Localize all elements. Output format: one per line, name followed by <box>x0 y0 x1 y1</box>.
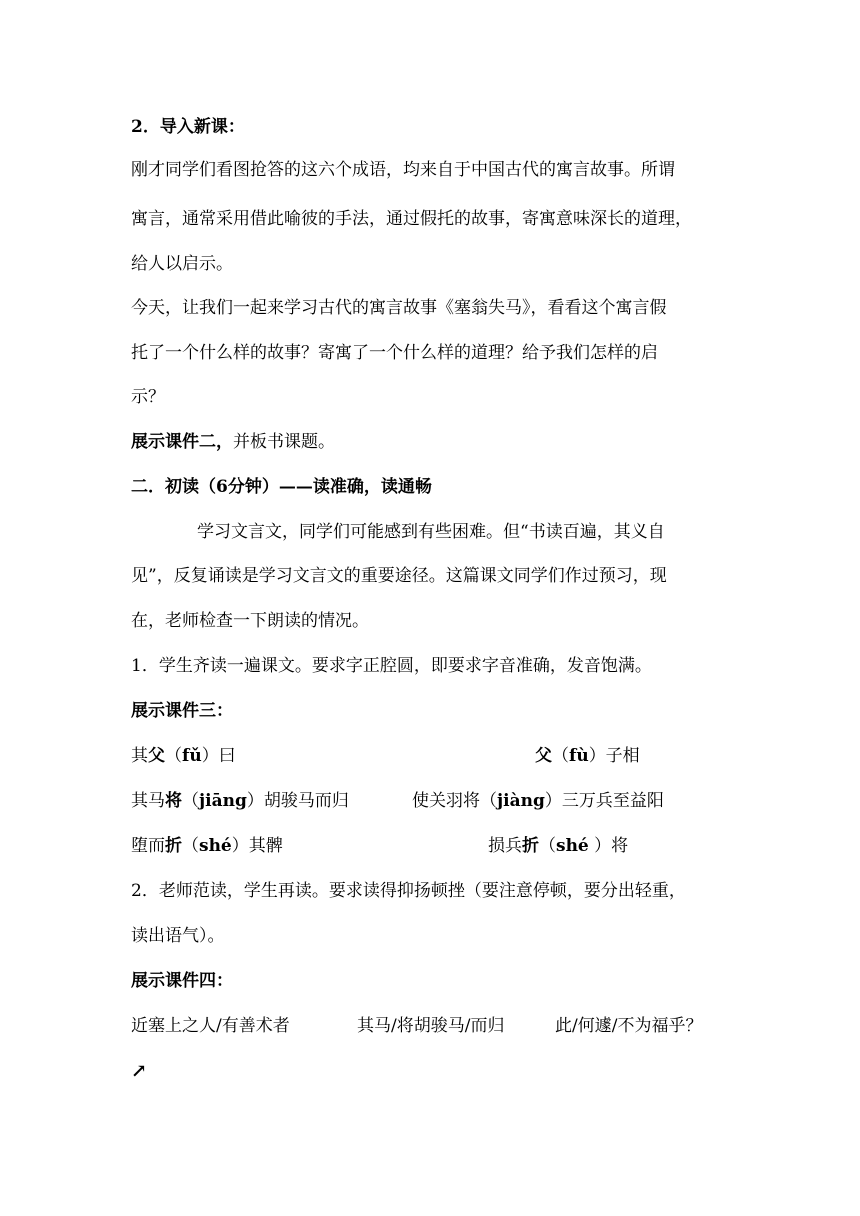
arrow-icon: ↗ <box>131 1060 147 1082</box>
show-label: 展示课件二， <box>131 432 233 452</box>
pinyin-left-2: 其马将（jiāng）胡骏马而归 <box>131 791 349 811</box>
paragraph-line: 示？ <box>131 387 165 407</box>
pinyin-right-3: 损兵折（shé ）将 <box>488 836 629 856</box>
section-heading-new-lesson: 2．导入新课： <box>131 117 245 137</box>
list-item-2: 2．老师范读，学生再读。要求读得抑扬顿挫（要注意停顿，要分出轻重， <box>131 881 686 901</box>
paragraph-line: 学习文言文，同学们可能感到有些困难。但“书读百遍，其义自 <box>197 522 665 542</box>
pause-example-1: 近塞上之人/有善术者 <box>131 1016 290 1036</box>
show-courseware-two <box>131 430 335 454</box>
pinyin-left-1: 其父（fǔ）曰 <box>131 746 236 766</box>
paragraph-line: 今天，让我们一起来学习古代的寓言故事《塞翁失马》，看看这个寓言假 <box>131 298 667 318</box>
pause-example-3: 此/何遽/不为福乎？ <box>555 1016 703 1036</box>
paragraph-line: 读出语气）。 <box>131 926 225 946</box>
pinyin-right-2: 使关羽将（jiàng）三万兵至益阳 <box>412 791 664 811</box>
paragraph-line: 刚才同学们看图抢答的这六个成语，均来自于中国古代的寓言故事。所谓 <box>131 160 675 180</box>
pinyin-left-3: 堕而折（shé）其髀 <box>131 836 283 856</box>
paragraph-line: 托了一个什么样的故事？寄寓了一个什么样的道理？给予我们怎样的启 <box>131 343 658 363</box>
paragraph-line: 在，老师检查一下朗读的情况。 <box>131 611 369 631</box>
paragraph-line: 给人以启示。 <box>131 254 233 274</box>
paragraph-line: 寓言，通常采用借此喻彼的手法，通过假托的故事，寄寓意味深长的道理， <box>131 209 692 229</box>
show-courseware-three: 展示课件三： <box>131 701 233 721</box>
list-item-1: 1．学生齐读一遍课文。要求字正腔圆，即要求字音准确，发音饱满。 <box>131 656 652 676</box>
pause-example-2: 其马/将胡骏马/而归 <box>357 1016 505 1036</box>
show-rest: 并板书课题。 <box>233 432 335 452</box>
section-heading-first-reading: 二．初读（6分钟）——读准确，读通畅 <box>131 477 432 497</box>
pinyin-right-1: 父（fù）子相 <box>535 746 640 766</box>
show-courseware-four: 展示课件四： <box>131 971 233 991</box>
paragraph-line: 见”，反复诵读是学习文言文的重要途径。这篇课文同学们作过预习，现 <box>131 566 667 586</box>
